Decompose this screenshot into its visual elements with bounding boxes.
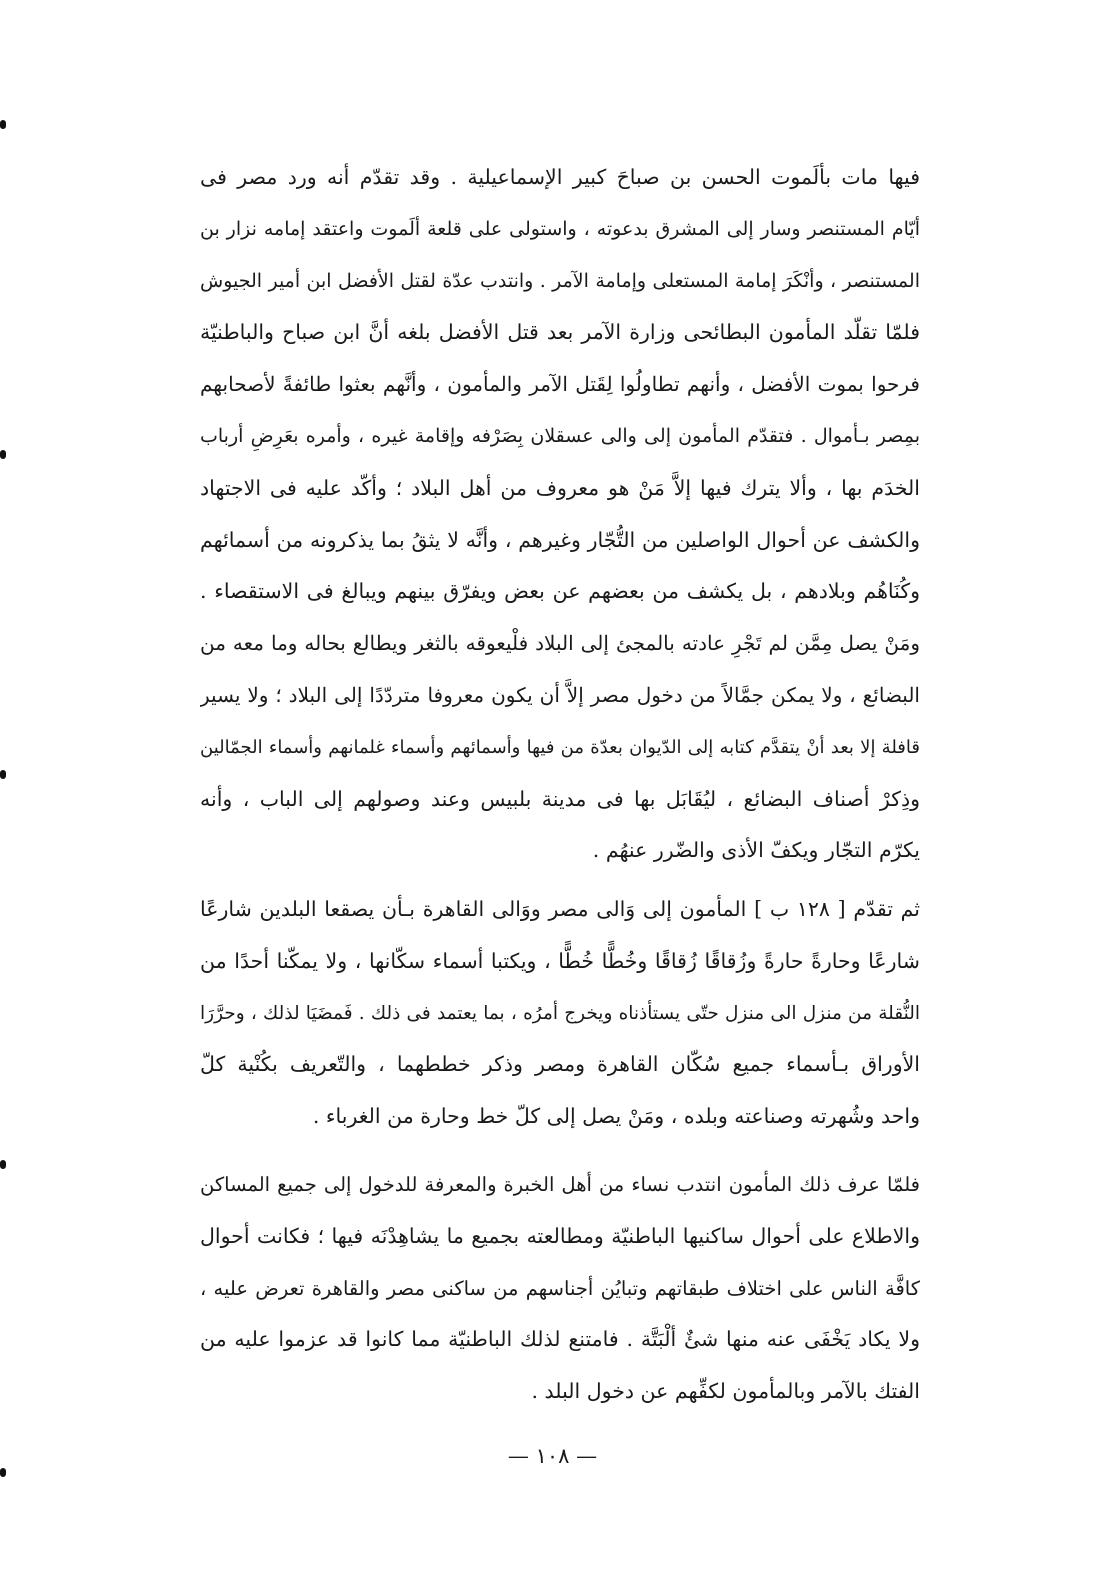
text-line: ثم تقدّم [ ١٢٨ ب ] المأمون إلى وَالى مصر ووَالى القاهرة بـأن يصقعا البلدين شارعًا <box>200 897 920 921</box>
text-line: كافَّة الناس على اختلاف طبقاتهم وتبايُن أجناسهم من ساكنى مصر والقاهرة تعرض عليه ، <box>200 1276 920 1300</box>
text-line: فرحوا بموت الأفضل ، وأنهم تطاولُوا لِقَتل الآمر والمأمون ، وأنَّهم بعثوا طائفةً لأصحابهم <box>200 372 920 397</box>
left-margin-mark <box>0 120 6 129</box>
text-line: الأوراق بـأسماء جميع سُكّان القاهرة ومصر وذكر خططهما ، والتّعريف بكُنْية كلّ <box>200 1052 920 1077</box>
paragraph-3 <box>200 1159 920 1418</box>
text-line: يكرّم التجّار ويكفّ الأذى والضّرر عنهُم . <box>592 838 920 863</box>
text-line: ومَنْ يصل مِمَّن لم تَجْرِ عادته بالمجئ إلى البلاد فلْيعوقه بالثغر ويطالع بحاله وما معه من <box>200 631 920 656</box>
text-line: والكشف عن أحوال الواصلين من التُّجّار وغيرهم ، وأنَّه لا يثقُ بما يذكرونه من أسمائهم <box>200 527 920 552</box>
text-line: بمِصر بـأموال . فتقدّم المأمون إلى والى عسقلان بِصَرْفه وإقامة غيره ، وأمره بعَرِضِ أرباب <box>200 424 920 447</box>
paragraph-2 <box>200 884 920 1143</box>
text-line: الفتك بالآمر وبالمأمون لكفِّهم عن دخول البلد . <box>531 1379 920 1404</box>
text-line: واحد وشُهرته وصناعته وبلده ، ومَنْ يصل إلى كلّ خط وحارة من الغرباء . <box>312 1104 920 1129</box>
left-margin-mark <box>0 1160 6 1169</box>
text-line: قافلة إلا بعد أنْ يتقدَّم كتابه إلى الدّيوان بعدّة من فيها وأسمائهم وأسماء غلمانهم وأسماء الجمّالين <box>200 736 920 758</box>
left-margin-mark <box>0 1468 6 1477</box>
text-line: البضائع ، ولا يمكن جمَّالاً من دخول مصر إلاَّ أن يكون معروفا متردّدًا إلى البلاد ؛ ولا يسير <box>200 682 920 707</box>
page-number: — ١٠٨ — <box>507 1444 598 1468</box>
text-line: النُّقلة من منزل الى منزل حتّى يستأذناه ويخرج أمرُه ، بما يعتمد فى ذلك . فَمضَيَا لذلك ، وحرَّرَا <box>200 1002 920 1024</box>
text-line: فلمّا عرف ذلك المأمون انتدب نساء من أهل الخبرة والمعرفة للدخول إلى جميع المساكن <box>200 1173 920 1196</box>
text-line: فلمّا تقلّد المأمون البطائحى وزارة الآمر بعد قتل الأفضل بلغه أنَّ ابن صباح والباطنيّة <box>200 320 920 345</box>
text-line: وذِكرْ أصناف البضائع ، ليُقَابَل بها فى مدينة بلبيس وعند وصولهم إلى الباب ، وأنه <box>200 786 920 811</box>
text-line: شارعًا وحارةً حارةً وزُقاقًا زُقاقًا وخُطًّا خُطًّا ، ويكتبا أسماء سكّانها ، ولا يمكّنا أحدًا من <box>200 948 920 973</box>
text-line: ولا يكاد يَخْفَى عنه منها شئٌ ألْبَتَّة . فامتنع لذلك الباطنيّة مما كانوا قد عزموا عليه من <box>200 1327 920 1352</box>
text-line: فيها مات بألَموت الحسن بن صباحَ كبير الإسماعيلية . وقد تقدّم أنه ورد مصر فى <box>200 165 920 189</box>
text-line: المستنصر ، وأنْكَرَ إمامة المستعلى وإمامة الآمر . وانتدب عدّة لقتل الأفضل ابن أمير الجيوش <box>200 269 920 292</box>
text-line: وكُنَاهُم وبلادهم ، بل يكشف من بعضهم عن بعض ويفرّق بينهم ويبالغ فى الاستقصاء . <box>200 579 920 604</box>
text-line: أيّام المستنصر وسار إلى المشرق بدعوته ، واستولى على قلعة ألَموت واعتقد إمامه نزار بن <box>200 217 920 240</box>
text-line: الخدَم بها ، وألا يترك فيها إلاَّ مَنْ هو معروف من أهل البلاد ؛ وأكّد عليه فى الاجتهاد <box>200 475 920 500</box>
text-line: والاطلاع على أحوال ساكنيها الباطنيّة ومطالعته بجميع ما يشاهِدْنَه فيها ؛ فكانت أحوال <box>200 1223 920 1248</box>
left-margin-mark <box>0 770 6 779</box>
paragraph-1 <box>200 152 920 877</box>
left-margin-mark <box>0 450 6 459</box>
